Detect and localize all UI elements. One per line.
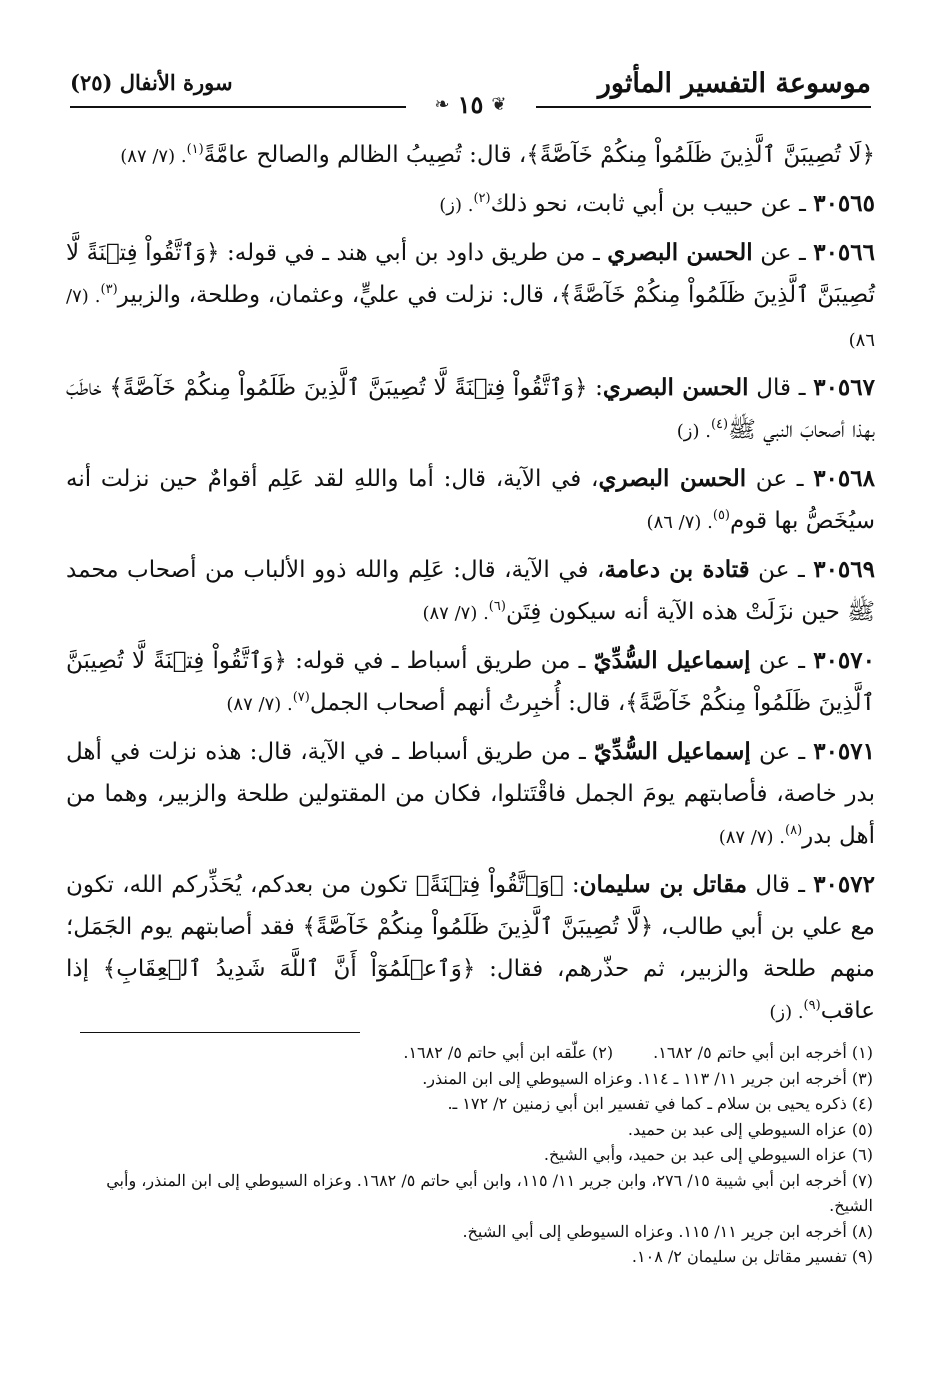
entry-number: ٣٠٥٦٥ [813, 190, 875, 217]
footnote-marker[interactable]: (١) [186, 142, 204, 157]
quran-verse: ﴿وَٱتَّقُواْ فِتۡنَةً لَّا تُصِيبَنَّ ٱلَّذِينَ ظَلَمُواْ مِنكُمْ خَآصَّةً﴾ [109, 375, 588, 401]
quran-verse: ﴿وَٱتَّقُواْ فِتۡنَةً لَّا تُصِيبَنَّ ٱلَّذِينَ ظَلَمُواْ مِنكُمْ خَآصَّةً﴾ [66, 648, 875, 716]
footnote-marker[interactable]: (٣) [100, 282, 118, 297]
footnote-2: (٢) علّقه ابن أبي حاتم ٥/ ١٦٨٢. [403, 1043, 614, 1062]
volume-reference: . (٧/ ٨٦) [66, 286, 875, 351]
entry-30572 [66, 864, 875, 1034]
entry-number: ٣٠٥٧٢ [813, 871, 875, 898]
footnote-marker[interactable]: (٦) [488, 599, 506, 614]
quran-verse: ﴿وَٱتَّقُواْ فِتۡنَةً﴾ [415, 872, 564, 898]
volume-reference: . (٧/ ٨٧) [422, 603, 489, 624]
entry-text: ـ عن [750, 739, 814, 765]
volume-reference: . (ز) [769, 1002, 804, 1023]
entry-text: إذا عاقب [66, 956, 875, 1024]
entry-text: خاطَبَ بهذا أصحابَ النبي ﷺ [66, 375, 875, 443]
volume-reference: . (٧/ ٨٧) [718, 827, 786, 848]
entry-continuation [66, 134, 875, 178]
quran-verse: ﴿لَّا تُصِيبَنَّ ٱلَّذِينَ ظَلَمُواْ مِنكُمْ خَآصَّةً﴾ [302, 914, 654, 940]
footnotes [66, 1040, 873, 1270]
footnote-8: (٨) أخرجه ابن جرير ١١/ ١١٥. وعزاه السيوطي إلى أبي الشيخ. [462, 1221, 873, 1241]
footnote-5: (٥) عزاه السيوطي إلى عبد بن حميد. [627, 1119, 873, 1139]
entry-text: ـ من طريق داود بن أبي هند ـ في قوله: [219, 240, 608, 266]
narrator-name: مقاتل بن سليمان [579, 871, 748, 898]
volume-reference: . (٧/ ٨٧) [120, 146, 187, 167]
page-header [70, 60, 871, 130]
entry-text: ـ قال [747, 872, 814, 898]
entry-30569 [66, 549, 875, 635]
footnote-3: (٣) أخرجه ابن جرير ١١/ ١١٣ ـ ١١٤. وعزاه السيوطي إلى ابن المنذر. [422, 1068, 873, 1088]
footnote-marker[interactable]: (٤) [710, 417, 729, 432]
footnote-1: (١) أخرجه ابن أبي حاتم ٥/ ١٦٨٢. [653, 1043, 873, 1062]
entry-30567 [66, 367, 875, 453]
quran-verse: ﴿وَٱعۡلَمُوٓاْ أَنَّ ٱللَّهَ شَدِيدُ ٱلۡعِقَابِ﴾ [102, 956, 476, 982]
footnote-4: (٤) ذكره يحيى بن سلام ـ كما في تفسير ابن أبي زمنين ٢/ ١٧٢ ـ. [447, 1094, 873, 1113]
narrator-name: إسماعيل السُّدِّيّ [593, 738, 751, 765]
entry-text: ـ عن حبيب بن أبي ثابت، نحو ذلك [490, 191, 814, 217]
entry-text: ـ عن [746, 466, 814, 492]
footnote-row [66, 1040, 873, 1066]
entry-30570 [66, 640, 875, 726]
entry-text: ـ عن [752, 240, 814, 266]
book-title: موسوعة التفسير المأثور [597, 68, 871, 99]
entry-number: ٣٠٥٧٠ [813, 647, 875, 674]
quran-verse: ﴿لَا تُصِيبَنَّ ٱلَّذِينَ ظَلَمُواْ مِنكُمْ خَآصَّةً﴾ [526, 142, 875, 168]
entry-text: ، قال: نزلت في عليٍّ، وعثمان، وطلحة، والزبير [117, 282, 559, 308]
footnote-9: (٩) تفسير مقاتل بن سليمان ٢/ ١٠٨. [631, 1247, 873, 1266]
volume-reference: . (٧/ ٨٧) [226, 694, 293, 715]
entry-number: ٣٠٥٦٩ [813, 556, 875, 583]
entry-text: ، في الآية، قال: أما واللهِ لقد عَلِم أقوامٌ حين نزلت أنه سيُخَصُّ بها قوم [66, 466, 875, 534]
footnote-marker[interactable]: (٢) [473, 191, 491, 206]
footnote-marker[interactable]: (٧) [292, 690, 310, 705]
entry-text: تكون من بعدكم، يُحَذِّركم الله، تكون مع علي بن أبي طالب، [66, 872, 875, 940]
footnote-marker[interactable]: (٩) [803, 998, 821, 1013]
volume-reference: . (ز) [676, 421, 711, 442]
entry-text: ـ من طريق أسباط ـ في قوله: [286, 648, 594, 674]
entry-number: ٣٠٥٧١ [813, 738, 875, 765]
entry-number: ٣٠٥٦٦ [813, 239, 875, 266]
entry-text: : [563, 872, 580, 898]
entry-text: ، في الآية، قال: عَلِم والله ذوو الألباب من أصحاب محمد ﷺ حين نزَلَتْ هذه الآية أنه سيكون فِتَن [66, 557, 875, 625]
page-number-group [435, 90, 507, 119]
narrator-name: الحسن البصري [598, 465, 747, 492]
ornament-icon: ❦ [491, 94, 507, 115]
entry-text: ، قال: أُخبِرتُ أنهم أصحاب الجمل [309, 690, 626, 716]
footnote-7: (٧) أخرجه ابن أبي شيبة ١٥/ ٢٧٦، وابن جرير ١١/ ١١٥، وابن أبي حاتم ٥/ ١٦٨٢. وعزاه السيوطي إلى ابن المنذر، وأبي الشيخ. [106, 1170, 873, 1215]
narrator-name: الحسن البصري [602, 374, 749, 401]
entry-text: ، قال: تُصِيبُ الظالم والصالح عامَّةً [203, 142, 527, 168]
entry-text: فقد أصابتهم يوم الجَمَل؛ منهم طلحة والزبير، ثم حذّرهم، فقال: [66, 914, 875, 982]
entry-number: ٣٠٥٦٨ [813, 465, 875, 492]
entry-number: ٣٠٥٦٧ [813, 374, 875, 401]
narrator-name: إسماعيل السُّدِّيّ [593, 647, 751, 674]
entry-30568 [66, 458, 875, 544]
ornament-icon: ❧ [434, 94, 450, 115]
entry-text: ـ قال [748, 375, 814, 401]
entry-text: ـ من طريق أسباط ـ في الآية، قال: هذه نزلت في أهل بدر خاصة، فأصابتهم يومَ الجمل فاقْتَتلوا، فكان من المقتولين طلحة والزبير، وهما من أهل بدر [66, 739, 875, 849]
entry-30565 [66, 183, 875, 227]
entry-30571 [66, 731, 875, 859]
footnote-marker[interactable]: (٨) [785, 823, 803, 838]
narrator-name: الحسن البصري [607, 239, 753, 266]
main-text [66, 134, 875, 1039]
page-number: ١٥ [457, 90, 484, 119]
surah-label: سورة الأنفال (٢٥) [70, 70, 233, 95]
volume-reference: . (٧/ ٨٦) [646, 512, 713, 533]
entry-text: ـ عن [749, 557, 814, 583]
footnote-6: (٦) عزاه السيوطي إلى عبد بن حميد، وأبي الشيخ. [543, 1145, 873, 1164]
entry-text: ـ عن [750, 648, 814, 674]
footnote-marker[interactable]: (٥) [712, 508, 730, 523]
entry-text: : [587, 375, 603, 401]
footnote-divider [80, 1032, 360, 1033]
quran-verse: ﴿وَٱتَّقُواْ فِتۡنَةً لَّا تُصِيبَنَّ ٱلَّذِينَ ظَلَمُواْ مِنكُمْ خَآصَّةً﴾ [66, 240, 875, 308]
entry-30566 [66, 232, 875, 362]
volume-reference: . (ز) [439, 195, 474, 216]
narrator-name: قتادة بن دعامة [604, 556, 750, 583]
